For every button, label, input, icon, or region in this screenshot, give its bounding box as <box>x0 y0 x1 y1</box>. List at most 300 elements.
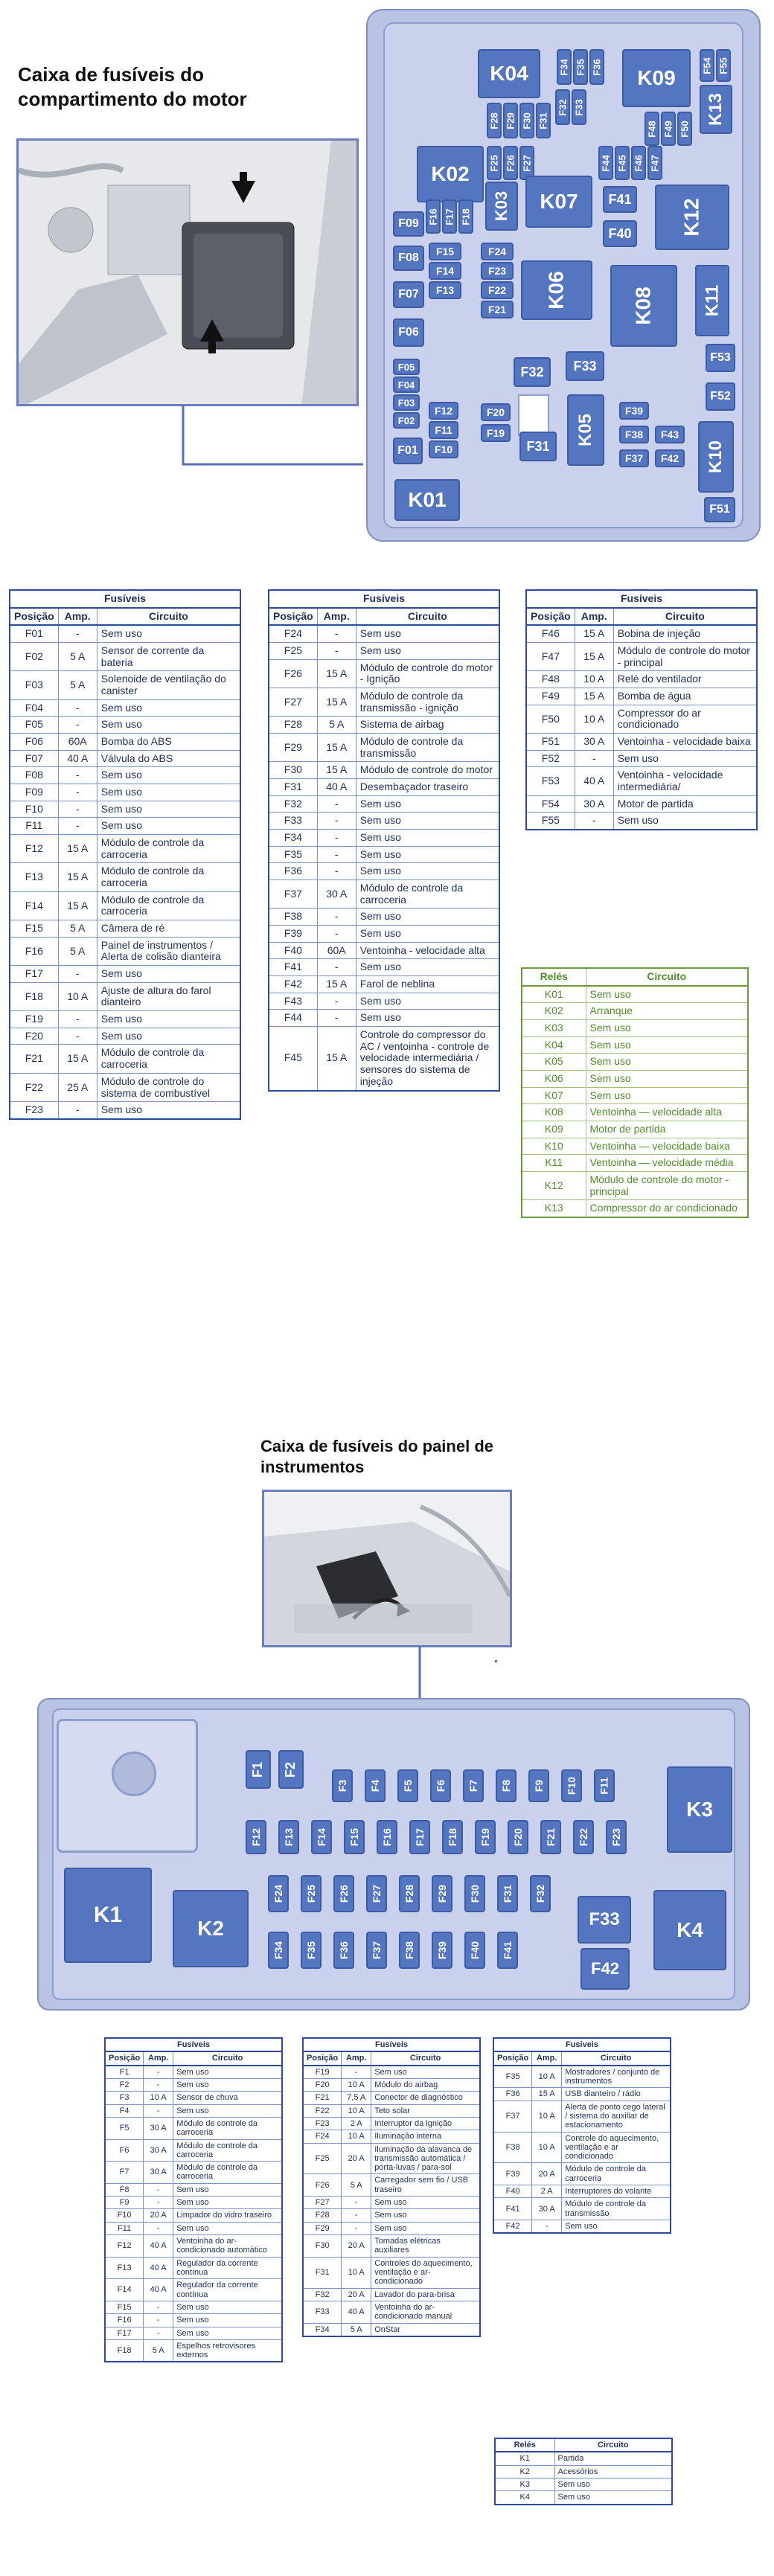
fuse-F18: F18 <box>458 199 473 234</box>
relay-K13: K13 <box>700 85 732 134</box>
cell-amp: - <box>317 830 356 847</box>
fuse-F33: F33 <box>578 1896 631 1944</box>
fuse-F15: F15 <box>344 1820 365 1854</box>
cell-amp: - <box>317 926 356 943</box>
cell-position: F17 <box>10 966 58 983</box>
cell-amp: - <box>532 2220 562 2234</box>
cell-circuit: Sem uso <box>97 717 240 734</box>
cell-circuit: Ventoinha — velocidade baixa <box>586 1138 748 1155</box>
cell-circuit: Sensor de chuva <box>173 2092 282 2104</box>
fuse-F28: F28 <box>399 1875 420 1912</box>
fuse-F12: F12 <box>429 402 458 420</box>
cell-circuit: Ventoinha - velocidade baixa <box>613 734 757 751</box>
fuse-F41: F41 <box>603 186 637 213</box>
cell-position: F39 <box>493 2163 532 2185</box>
cell-position: F40 <box>269 942 317 959</box>
cell-circuit: Módulo do airbag <box>371 2078 480 2091</box>
cell-position: F2 <box>105 2078 144 2091</box>
cell-position: F11 <box>105 2222 144 2234</box>
table-row <box>495 2465 672 2478</box>
cell-position: F31 <box>303 2257 342 2288</box>
cell-position: K13 <box>522 1200 586 1217</box>
table-caption: Fusíveis <box>526 590 757 608</box>
cell-amp: 5 A <box>342 2174 371 2197</box>
table-row <box>526 625 757 642</box>
cell-circuit: Relé do ventilador <box>613 671 757 688</box>
cell-circuit: Sem uso <box>356 909 499 926</box>
table-row <box>522 1054 748 1071</box>
table-row <box>105 2162 282 2184</box>
cell-amp: - <box>317 813 356 830</box>
cell-position: F48 <box>526 671 575 688</box>
cell-circuit: Solenoide de ventilação do canister <box>97 671 240 699</box>
cell-position: F32 <box>269 795 317 813</box>
cell-circuit: Módulo de controle do sistema de combustível <box>97 1073 240 1101</box>
cell-amp: - <box>317 959 356 976</box>
cell-position: F34 <box>303 2323 342 2336</box>
cell-amp: 10 A <box>532 2132 562 2163</box>
cell-circuit: Sem uso <box>586 1037 748 1054</box>
table-row <box>522 1121 748 1138</box>
cell-circuit: Sem uso <box>562 2220 671 2234</box>
cell-amp: - <box>317 625 356 642</box>
table-row <box>269 779 499 796</box>
cell-circuit: Controle do aquecimento, ventilação e ar condicionado <box>562 2132 671 2163</box>
cell-amp: 7,5 A <box>342 2092 371 2104</box>
fuse-F22: F22 <box>481 281 514 299</box>
fuse-F19: F19 <box>481 424 511 442</box>
fuse-F42: F42 <box>580 1948 630 1990</box>
table-row <box>526 705 757 733</box>
cell-circuit: Módulo de controle do motor - principal <box>613 643 757 671</box>
cell-position: F28 <box>269 717 317 734</box>
table-row <box>10 643 240 671</box>
cell-position: F14 <box>105 2279 144 2301</box>
cell-position: F45 <box>269 1027 317 1091</box>
fuse-F01: F01 <box>393 438 423 464</box>
cell-position: F29 <box>303 2222 342 2234</box>
cell-amp: 30 A <box>317 880 356 909</box>
engine-fuse-table-1 <box>9 589 241 1120</box>
table-row <box>10 920 240 938</box>
col-circuit: Circuito <box>554 2438 672 2452</box>
cell-circuit: Sem uso <box>173 2222 282 2234</box>
relay-K08: K08 <box>610 265 677 347</box>
table-row <box>303 2301 480 2323</box>
table-row <box>269 993 499 1010</box>
fuse-F20: F20 <box>481 403 511 421</box>
cell-amp: 5 A <box>58 920 97 938</box>
table-row <box>522 1071 748 1088</box>
cell-amp: - <box>317 909 356 926</box>
table-row <box>269 643 499 660</box>
cell-position: F37 <box>269 880 317 909</box>
cell-amp: - <box>317 1010 356 1027</box>
cell-position: F44 <box>269 1010 317 1027</box>
fuse-F20: F20 <box>508 1820 528 1854</box>
table-row <box>105 2279 282 2301</box>
cell-circuit: Sem uso <box>173 2078 282 2091</box>
cell-circuit: Mostradores / conjunto de instrumentos <box>562 2066 671 2088</box>
fuse-F29: F29 <box>432 1875 452 1912</box>
fuse-F31: F31 <box>497 1875 518 1912</box>
cell-position: F15 <box>105 2301 144 2313</box>
cell-position: F12 <box>10 835 58 863</box>
cell-position: F49 <box>526 688 575 705</box>
cell-circuit: Sem uso <box>586 1020 748 1037</box>
cell-circuit: Sem uso <box>613 813 757 830</box>
relay-K07: K07 <box>525 176 592 228</box>
fuse-F29: F29 <box>503 103 518 138</box>
cell-circuit: Sem uso <box>173 2197 282 2209</box>
cell-amp: 15 A <box>575 643 613 671</box>
table-row <box>303 2209 480 2222</box>
fuse-F10: F10 <box>561 1769 582 1802</box>
cell-amp: - <box>58 625 97 642</box>
cell-position: F35 <box>269 846 317 863</box>
cell-position: F33 <box>303 2301 342 2323</box>
cell-circuit: Sem uso <box>173 2066 282 2079</box>
relay-K3: K3 <box>667 1766 732 1853</box>
panel-relay-table <box>494 2438 673 2505</box>
cell-circuit: Sem uso <box>356 625 499 642</box>
fuse-F24: F24 <box>481 243 514 260</box>
col-position: Posição <box>526 608 575 626</box>
engine-callout-line <box>182 405 368 479</box>
cell-position: K09 <box>522 1121 586 1138</box>
cell-circuit: Sistema de airbag <box>356 717 499 734</box>
cell-position: F12 <box>105 2235 144 2258</box>
cell-amp: 30 A <box>144 2139 173 2162</box>
cell-circuit: Módulo de controle da transmissão <box>562 2198 671 2220</box>
cell-position: F23 <box>10 1102 58 1119</box>
table-row <box>303 2257 480 2288</box>
cell-position: K04 <box>522 1037 586 1054</box>
table-row <box>522 986 748 1003</box>
table-row <box>10 863 240 891</box>
cell-position: F08 <box>10 767 58 784</box>
table-row <box>522 1003 748 1020</box>
table-row <box>303 2104 480 2117</box>
fuse-F27: F27 <box>519 146 534 180</box>
fuse-F32: F32 <box>530 1875 551 1912</box>
fuse-F40: F40 <box>464 1932 485 1969</box>
table-row <box>522 1087 748 1104</box>
table-caption: Fusíveis <box>105 2038 282 2051</box>
table-row <box>493 2185 671 2198</box>
cell-position: F27 <box>269 688 317 717</box>
table-row <box>495 2478 672 2490</box>
cell-amp: 40 A <box>342 2301 371 2323</box>
cell-circuit: Sem uso <box>97 818 240 835</box>
cell-circuit: Motor de partida <box>613 795 757 813</box>
cell-amp: - <box>317 993 356 1010</box>
table-row <box>526 795 757 813</box>
fuse-F44: F44 <box>598 146 613 180</box>
table-row <box>269 734 499 762</box>
cell-circuit: Regulador da corrente contínua <box>173 2257 282 2279</box>
cell-amp: 40 A <box>144 2235 173 2258</box>
cell-circuit: Sem uso <box>97 699 240 717</box>
cell-position: F41 <box>493 2198 532 2220</box>
cell-position: F20 <box>303 2078 342 2091</box>
cell-amp: 30 A <box>144 2117 173 2139</box>
table-row <box>269 717 499 734</box>
cell-position: K1 <box>495 2452 554 2465</box>
cell-position: F21 <box>303 2092 342 2104</box>
cell-position: F4 <box>105 2104 144 2117</box>
fuse-F43: F43 <box>655 426 685 443</box>
fuse-F36: F36 <box>589 49 604 85</box>
cell-amp: - <box>58 767 97 784</box>
table-row <box>10 801 240 818</box>
cell-amp: 5 A <box>58 643 97 671</box>
table-row <box>493 2101 671 2132</box>
cell-position: F19 <box>303 2066 342 2079</box>
cell-circuit: Limpador do vidro traseiro <box>173 2209 282 2222</box>
fuse-F26: F26 <box>503 146 518 180</box>
fuse-F25: F25 <box>301 1875 322 1912</box>
cell-position: F42 <box>269 976 317 993</box>
cell-amp: - <box>317 846 356 863</box>
cell-circuit: Ventoinha — velocidade média <box>586 1155 748 1172</box>
cell-amp: 30 A <box>532 2198 562 2220</box>
cell-circuit: Módulo de controle da carroceria <box>173 2117 282 2139</box>
cell-position: F24 <box>303 2130 342 2143</box>
table-row <box>10 818 240 835</box>
cell-circuit: Teto solar <box>371 2104 480 2117</box>
cell-position: F06 <box>10 734 58 751</box>
cell-position: F51 <box>526 734 575 751</box>
cell-circuit: Arranque <box>586 1003 748 1020</box>
cell-amp: 30 A <box>575 795 613 813</box>
cell-amp: 10 A <box>575 705 613 733</box>
fuse-F35: F35 <box>301 1932 322 1969</box>
cell-circuit: Ajuste de altura do farol dianteiro <box>97 982 240 1010</box>
cell-circuit: Sem uso <box>554 2491 672 2505</box>
relay-K1: K1 <box>64 1868 152 1963</box>
table-row <box>105 2235 282 2258</box>
cell-amp: - <box>342 2222 371 2234</box>
relay-K02: K02 <box>417 146 484 202</box>
table-row <box>303 2288 480 2301</box>
cell-position: F30 <box>303 2235 342 2258</box>
fuse-F17: F17 <box>409 1820 430 1854</box>
table-row <box>105 2183 282 2196</box>
table-row <box>269 625 499 642</box>
table-row <box>303 2066 480 2079</box>
table-row <box>10 750 240 767</box>
cell-circuit: Sem uso <box>554 2478 672 2490</box>
fuse-F07: F07 <box>393 281 424 308</box>
cell-position: F02 <box>10 643 58 671</box>
fuse-F09: F09 <box>393 211 424 237</box>
cell-position: F36 <box>269 863 317 880</box>
fuse-F02: F02 <box>393 412 420 429</box>
cell-position: F53 <box>526 767 575 795</box>
cell-circuit: Compressor do ar condicionado <box>586 1200 748 1217</box>
cell-amp: 15 A <box>317 762 356 779</box>
cell-position: F31 <box>269 779 317 796</box>
cell-circuit: Sem uso <box>371 2066 480 2079</box>
cell-circuit: Módulo de controle do motor - Ignição <box>356 659 499 688</box>
col-circuit: Circuito <box>586 968 748 986</box>
cell-position: K03 <box>522 1020 586 1037</box>
table-row <box>269 863 499 880</box>
table-row <box>303 2174 480 2197</box>
cell-circuit: Sem uso <box>97 966 240 983</box>
fuse-F41: F41 <box>497 1932 518 1969</box>
fuse-F06: F06 <box>393 318 424 347</box>
table-row <box>526 813 757 830</box>
cell-circuit: Partida <box>554 2452 672 2465</box>
fuse-F21: F21 <box>481 301 514 318</box>
fuse-F32: F32 <box>514 357 551 387</box>
relay-K09: K09 <box>622 49 691 107</box>
cell-circuit: Ventoinha do ar-condicionado automático <box>173 2235 282 2258</box>
engine-bay-illustration <box>19 141 359 406</box>
cell-circuit: Sem uso <box>356 830 499 847</box>
cell-amp: - <box>317 863 356 880</box>
cell-position: F01 <box>10 625 58 642</box>
table-row <box>526 671 757 688</box>
col-relay: Relés <box>495 2438 554 2452</box>
fuse-F34: F34 <box>268 1932 289 1969</box>
cell-circuit: Sem uso <box>371 2209 480 2222</box>
fuse-F31-upper: F31 <box>536 103 551 138</box>
cell-position: F22 <box>10 1073 58 1101</box>
panel-callout-line <box>417 1646 424 1702</box>
engine-fuse-table-2 <box>268 589 500 1092</box>
fuse-F9: F9 <box>528 1769 549 1802</box>
fuse-F12: F12 <box>246 1820 266 1854</box>
cell-amp: - <box>144 2314 173 2327</box>
table-row <box>522 1155 748 1172</box>
cell-circuit: Sem uso <box>356 846 499 863</box>
table-row <box>10 891 240 920</box>
table-row <box>10 717 240 734</box>
cell-position: F22 <box>303 2104 342 2117</box>
cell-circuit: Compressor do ar condicionado <box>613 705 757 733</box>
cell-circuit: Válvula do ABS <box>97 750 240 767</box>
table-row <box>495 2491 672 2505</box>
cell-amp: 30 A <box>144 2162 173 2184</box>
cell-amp: - <box>342 2066 371 2079</box>
cell-position: F05 <box>10 717 58 734</box>
fuse-F16: F16 <box>426 199 441 234</box>
table-row <box>303 2117 480 2130</box>
cell-circuit: Módulo de controle da carroceria <box>97 835 240 863</box>
cell-position: F6 <box>105 2139 144 2162</box>
table-row <box>526 750 757 767</box>
cell-position: F38 <box>493 2132 532 2163</box>
cell-amp: - <box>144 2104 173 2117</box>
table-row <box>269 762 499 779</box>
cell-amp: - <box>342 2197 371 2209</box>
cell-position: F20 <box>10 1028 58 1045</box>
engine-bay-photo <box>16 138 359 406</box>
cell-amp: 10 A <box>144 2092 173 2104</box>
cell-circuit: Sem uso <box>173 2301 282 2313</box>
cell-position: K12 <box>522 1172 586 1200</box>
table-row <box>522 1172 748 1200</box>
cell-circuit: Módulo de controle da carroceria <box>562 2163 671 2185</box>
fuse-F46: F46 <box>631 146 646 180</box>
cell-circuit: Sem uso <box>356 959 499 976</box>
panel-fuse-table-2 <box>302 2037 481 2337</box>
fuse-F30: F30 <box>464 1875 485 1912</box>
fuse-F32-upper: F32 <box>555 89 570 125</box>
cell-amp: - <box>58 818 97 835</box>
cell-amp: 10 A <box>532 2101 562 2132</box>
cell-amp: 20 A <box>342 2288 371 2301</box>
table-row <box>10 671 240 699</box>
table-row <box>105 2314 282 2327</box>
table-row <box>10 734 240 751</box>
cell-position: K4 <box>495 2491 554 2505</box>
cell-circuit: Sem uso <box>356 926 499 943</box>
cell-circuit: Sem uso <box>173 2104 282 2117</box>
fuse-F33-upper: F33 <box>572 89 586 125</box>
cell-amp: - <box>317 795 356 813</box>
cell-circuit: Sem uso <box>356 1010 499 1027</box>
cell-circuit: Sem uso <box>371 2222 480 2234</box>
cell-amp: 10 A <box>342 2078 371 2091</box>
table-row <box>105 2066 282 2079</box>
cell-circuit: Ventoinha - velocidade alta <box>356 942 499 959</box>
cell-circuit: Iluminação interna <box>371 2130 480 2143</box>
table-row <box>105 2104 282 2117</box>
fuse-F04: F04 <box>393 377 420 393</box>
table-row <box>10 784 240 801</box>
relay-K04: K04 <box>478 49 540 98</box>
cell-circuit: Módulo de controle da carroceria <box>97 891 240 920</box>
col-circuit: Circuito <box>371 2051 480 2065</box>
fuse-F1: F1 <box>246 1750 271 1789</box>
col-position: Posição <box>10 608 58 626</box>
fuse-F38: F38 <box>399 1932 420 1969</box>
table-row <box>303 2197 480 2209</box>
cell-amp: 40 A <box>144 2257 173 2279</box>
relay-K03: K03 <box>485 182 518 231</box>
cell-circuit: Motor de partida <box>586 1121 748 1138</box>
fuse-F3: F3 <box>332 1769 353 1802</box>
cell-circuit: Módulo de controle da carroceria <box>356 880 499 909</box>
table-row <box>10 1102 240 1119</box>
fuse-F24: F24 <box>268 1875 289 1912</box>
cell-amp: - <box>58 784 97 801</box>
cell-position: F10 <box>105 2209 144 2222</box>
cell-position: F54 <box>526 795 575 813</box>
cell-position: F25 <box>303 2143 342 2174</box>
table-caption: Fusíveis <box>493 2038 671 2051</box>
table-row <box>105 2139 282 2162</box>
table-row <box>522 1020 748 1037</box>
cell-circuit: Sem uso <box>586 1071 748 1088</box>
cell-position: F3 <box>105 2092 144 2104</box>
fuse-F55: F55 <box>716 49 731 82</box>
col-amp: Amp. <box>532 2051 562 2065</box>
col-amp: Amp. <box>317 608 356 626</box>
panel-fusebox-title: Caixa de fusíveis do painel de instrumentos <box>260 1437 493 1476</box>
table-row <box>269 959 499 976</box>
cell-amp: 30 A <box>575 734 613 751</box>
table-row <box>105 2257 282 2279</box>
cell-circuit: Interruptor da ignição <box>371 2117 480 2130</box>
table-caption: Fusíveis <box>10 590 240 608</box>
cell-circuit: Sem uso <box>97 801 240 818</box>
cell-amp: - <box>144 2078 173 2091</box>
